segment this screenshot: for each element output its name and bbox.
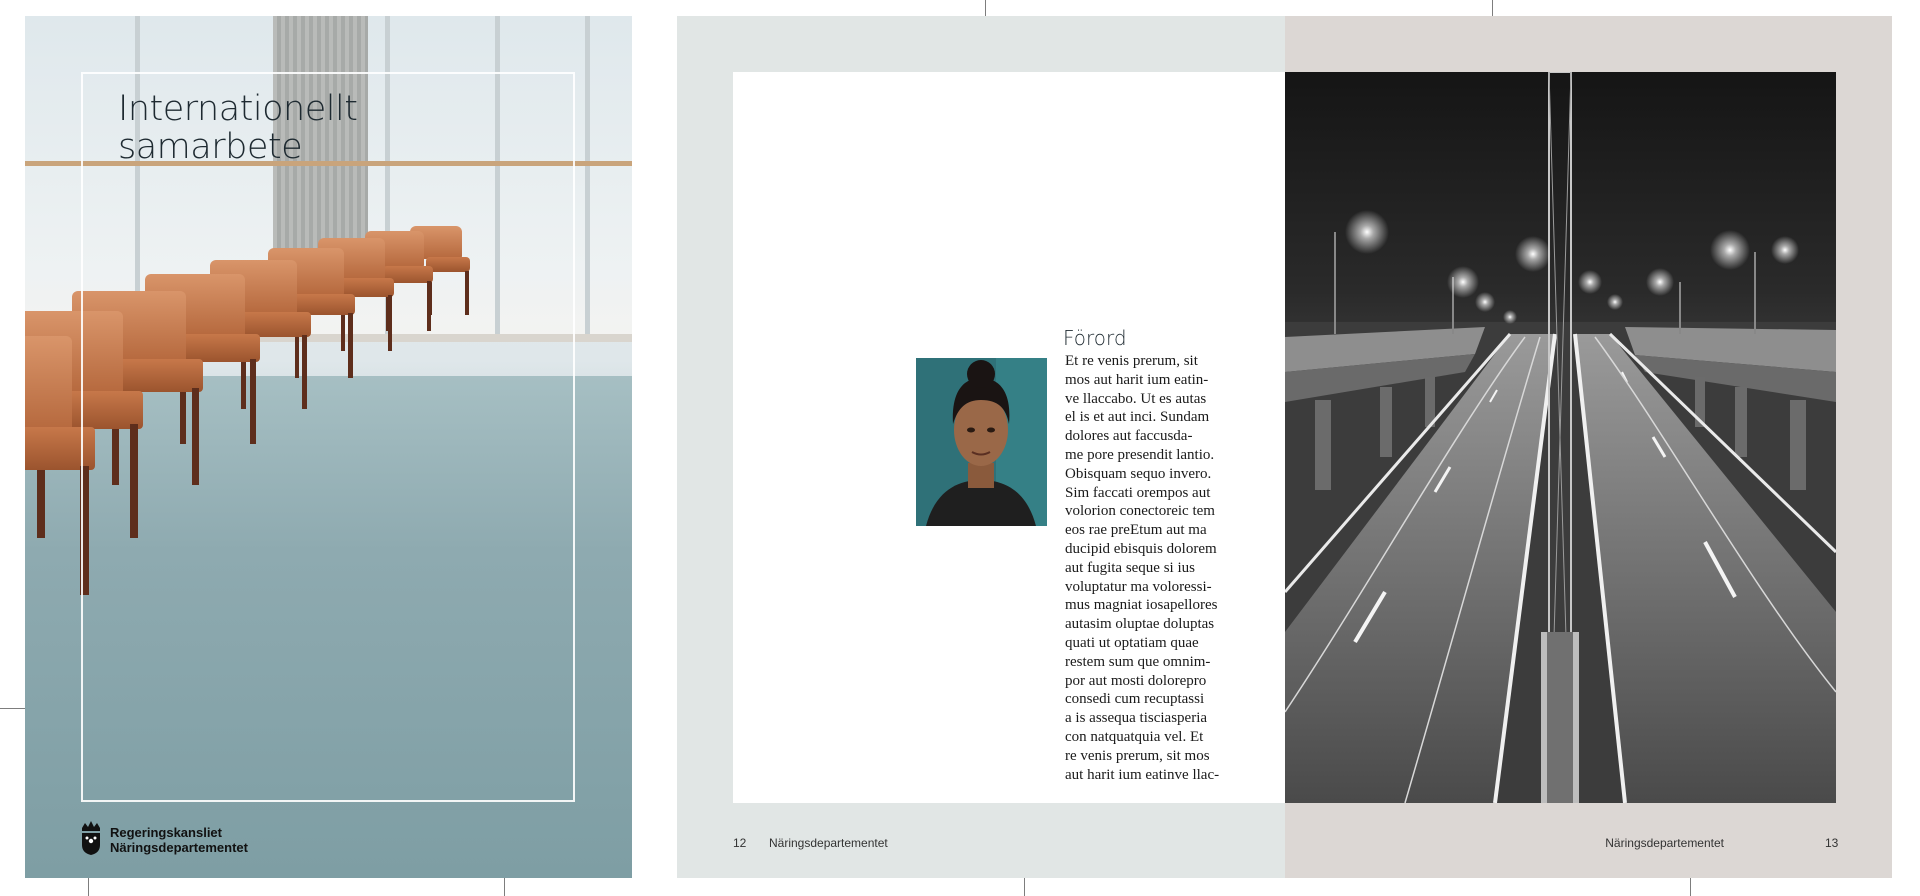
footer-department-right: Näringsdepartementet xyxy=(1605,836,1724,850)
highway-night-photo xyxy=(1285,72,1836,803)
body-text-line: mus magniat iosapellores xyxy=(1065,597,1218,614)
body-text-line: aut harit ium eatinve llac- xyxy=(1065,766,1220,783)
body-text-line: dolores aut faccusda- xyxy=(1065,428,1193,445)
crop-mark xyxy=(88,878,89,896)
body-text-line: autasim oluptae doluptas xyxy=(1065,616,1215,633)
cover-title-line: samarbete xyxy=(118,127,303,167)
body-text-line: por aut mosti dolorepro xyxy=(1065,672,1207,689)
body-text-line: restem sum que omnim- xyxy=(1065,653,1211,670)
body-text-line: aut fugita seque si ius xyxy=(1065,559,1195,576)
cover-frame xyxy=(81,72,575,802)
cover-title-line: Internationellt xyxy=(118,89,358,129)
author-portrait xyxy=(916,358,1047,526)
body-text-line: consedi cum recuptassi xyxy=(1065,691,1205,708)
body-text-line: ve llaccabo. Ut es autas xyxy=(1065,390,1207,407)
body-text-line: Sim faccati orempos aut xyxy=(1065,484,1211,501)
portrait-illustration xyxy=(916,358,1047,526)
body-text-line: quati ut optatiam quae xyxy=(1065,635,1199,651)
body-text-line: re venis prerum, sit mos xyxy=(1065,747,1210,764)
crown-shield-icon xyxy=(79,820,103,856)
body-text-line: Obisquam sequo invero. xyxy=(1065,465,1212,482)
logo-line-2: Näringsdepartementet xyxy=(110,840,248,855)
body-text-line: Et re venis prerum, sit xyxy=(1065,353,1198,369)
logo-line-1: Regeringskansliet xyxy=(110,825,222,840)
body-text-line: me pore presendit lantio. xyxy=(1065,447,1215,463)
foreword-heading: Förord xyxy=(1063,326,1127,350)
body-text-line: mos aut harit ium eatin- xyxy=(1065,371,1209,388)
highway-illustration xyxy=(1285,72,1836,803)
body-text-line: a is assequa tisciasperia xyxy=(1065,710,1208,727)
body-text-line: volorion conectoreic tem xyxy=(1065,503,1215,520)
body-text-line: voluptatur ma voloressi- xyxy=(1065,578,1212,595)
cover-title xyxy=(118,90,518,166)
body-text-line: eos rae preEtum aut ma xyxy=(1065,522,1207,539)
body-text-line: ducipid ebisquis dolorem xyxy=(1065,541,1217,557)
body-text-line: con natquatquia vel. Et xyxy=(1065,729,1204,745)
body-text-line: el is et aut inci. Sundam xyxy=(1065,409,1210,426)
footer-department-left: Näringsdepartementet xyxy=(769,836,888,850)
page-number-right: 13 xyxy=(1825,836,1839,850)
government-logo xyxy=(79,818,279,858)
page-number-left: 12 xyxy=(733,836,747,850)
